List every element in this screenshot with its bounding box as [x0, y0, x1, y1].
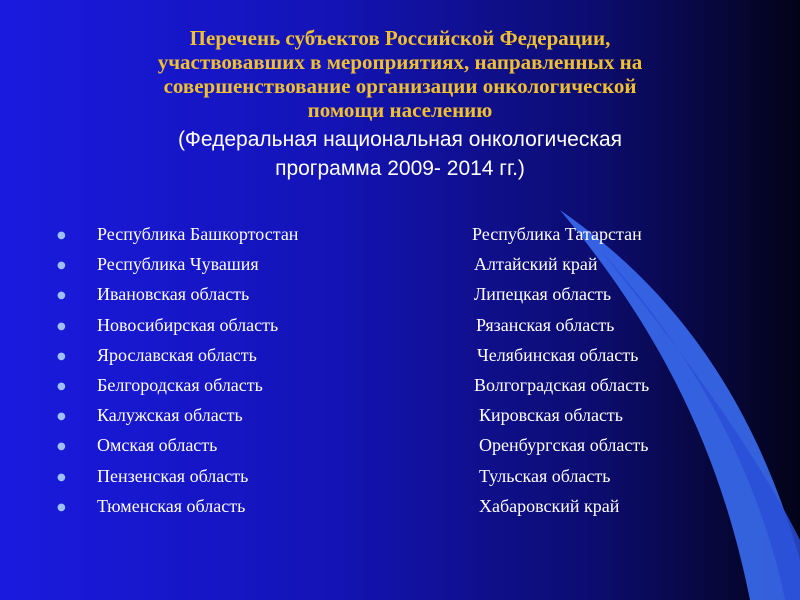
list-item [0, 466, 800, 496]
region-right: Оренбургская область [479, 435, 649, 456]
region-right: Республика Татарстан [472, 224, 642, 244]
bullet-dot-icon: ● [57, 380, 66, 392]
region-right: Липецкая область [474, 284, 612, 305]
list-item [0, 405, 800, 435]
region-right: Кировская область [479, 405, 624, 426]
title-line: участвовавших в мероприятиях, направленных на [157, 50, 643, 74]
slide-subtitle [40, 125, 760, 183]
region-right: Рязанская область [476, 314, 615, 335]
bullet-dot-icon: ● [57, 441, 66, 453]
list-item [0, 315, 800, 345]
bullet-dot-icon: ● [57, 411, 66, 423]
bullet-dot-icon: ● [57, 290, 66, 302]
subtitle-line: (Федеральная национальная онкологическая [177, 128, 623, 151]
list-item [0, 284, 800, 314]
region-left: Калужская область [97, 405, 243, 426]
region-left: Республика Башкортостан [97, 224, 299, 244]
region-right: Челябинская область [477, 344, 639, 365]
region-right: Хабаровский край [479, 495, 620, 516]
title-line: помощи населению [307, 98, 493, 122]
list-item [0, 345, 800, 375]
list-item [0, 224, 800, 254]
region-right: Волгоградская область [474, 374, 650, 395]
region-left: Белгородская область [97, 374, 263, 395]
region-right: Алтайский край [474, 254, 598, 275]
title-line: Перечень субъектов Российской Федерации, [189, 26, 611, 50]
list-item [0, 375, 800, 405]
region-right: Тульская область [479, 465, 611, 486]
list-item [0, 254, 800, 284]
regions-list [0, 224, 800, 526]
bullet-dot-icon: ● [57, 230, 66, 241]
title-line: совершенствование организации онкологической [163, 74, 637, 98]
bullet-dot-icon: ● [57, 320, 66, 332]
subtitle-line: программа 2009- 2014 гг.) [275, 157, 525, 180]
list-item [0, 435, 800, 465]
region-left: Ивановская область [97, 284, 250, 305]
list-item [0, 496, 800, 526]
region-left: Ярославская область [97, 344, 257, 365]
region-left: Новосибирская область [97, 314, 279, 335]
region-left: Тюменская область [97, 495, 246, 516]
region-left: Пензенская область [97, 465, 249, 486]
bullet-dot-icon: ● [57, 350, 66, 362]
region-left: Омская область [97, 435, 218, 456]
bullet-dot-icon: ● [57, 501, 66, 513]
slide-title [40, 26, 760, 183]
bullet-dot-icon: ● [57, 471, 66, 483]
bullet-dot-icon: ● [57, 260, 66, 272]
region-left: Республика Чувашия [97, 254, 259, 275]
